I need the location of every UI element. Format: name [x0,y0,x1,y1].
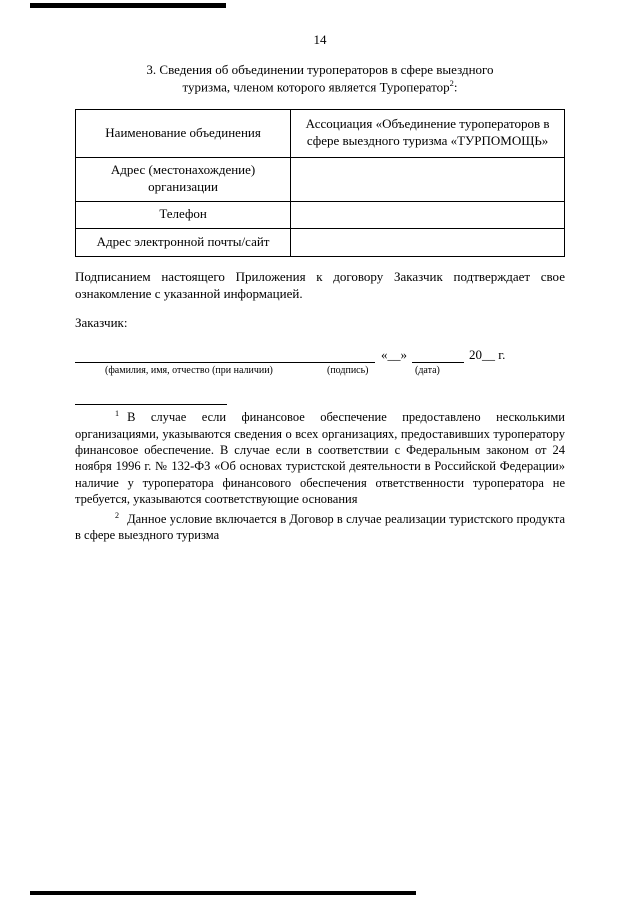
table-row [76,109,565,157]
footnote-1 [75,409,565,507]
footnote-2-reference: 2 [449,78,454,89]
heading-line-1: 3. Сведения об объединении туроператоров в сфере выездного [146,62,494,77]
row-value-phone [291,201,565,228]
heading-line-2-tail: : [453,79,458,95]
footnote-2-text: Данное условие включается в Договор в случае реализации туристского продукта в сфере выездного туризма [75,512,565,543]
table-row [76,157,565,201]
page-number: 14 [313,32,327,47]
signature-month-blank [412,348,464,363]
heading-line-2-text: туризма, членом которого является Туроператор [182,79,450,95]
signature-line [75,347,565,363]
row-label-address: Адрес (местонахождение) организации [76,157,291,201]
signature-year-label: 20__ г. [469,347,506,363]
scan-artifact-bottom [30,891,416,895]
row-label-association-name: Наименование объединения [76,109,291,157]
signature-hints [75,365,565,378]
footnote-2-marker: 2 [115,511,120,521]
footnote-1-marker: 1 [115,409,120,419]
row-value-address [291,157,565,201]
footnote-separator [75,404,227,405]
heading-line-2 [75,78,565,95]
confirmation-paragraph: Подписанием настоящего Приложения к договору Заказчик подтверждает свое ознакомление с указанной информацией. [75,268,565,301]
section-heading [75,61,565,96]
signature-day-blank: «__» [381,347,407,363]
signature-name-blank [75,348,375,363]
table-row [76,228,565,256]
hint-signature: (подпись) [327,365,369,377]
hint-date: (дата) [415,365,440,377]
row-label-phone: Телефон [76,201,291,228]
row-label-email-site: Адрес электронной почты/сайт [76,228,291,256]
footnote-1-text: В случае если финансовое обеспечение предоставлено несколькими организациями, указываются сведения о всех организациях, предоставивших туроператору финансовое обеспечение. В случае если в соответствии с Федеральным законом от 24 ноября 1996 г. № 132-ФЗ «Об основах туристской деятельности в Российской Федерации» наличие у туроператора финансового обеспечения ответственности туроператора не требуется, указываются соответствующие основания [75,410,565,506]
hint-full-name: (фамилия, имя, отчество (при наличии) [105,365,273,377]
table-row [76,201,565,228]
row-value-email-site [291,228,565,256]
page-content [75,0,565,544]
footnote-2 [75,511,565,544]
customer-label: Заказчик: [75,315,128,331]
association-info-table [75,109,565,257]
row-value-association-name: Ассоциация «Объединение туроператоров в сфере выездного туризма «ТУРПОМОЩЬ» [291,109,565,157]
